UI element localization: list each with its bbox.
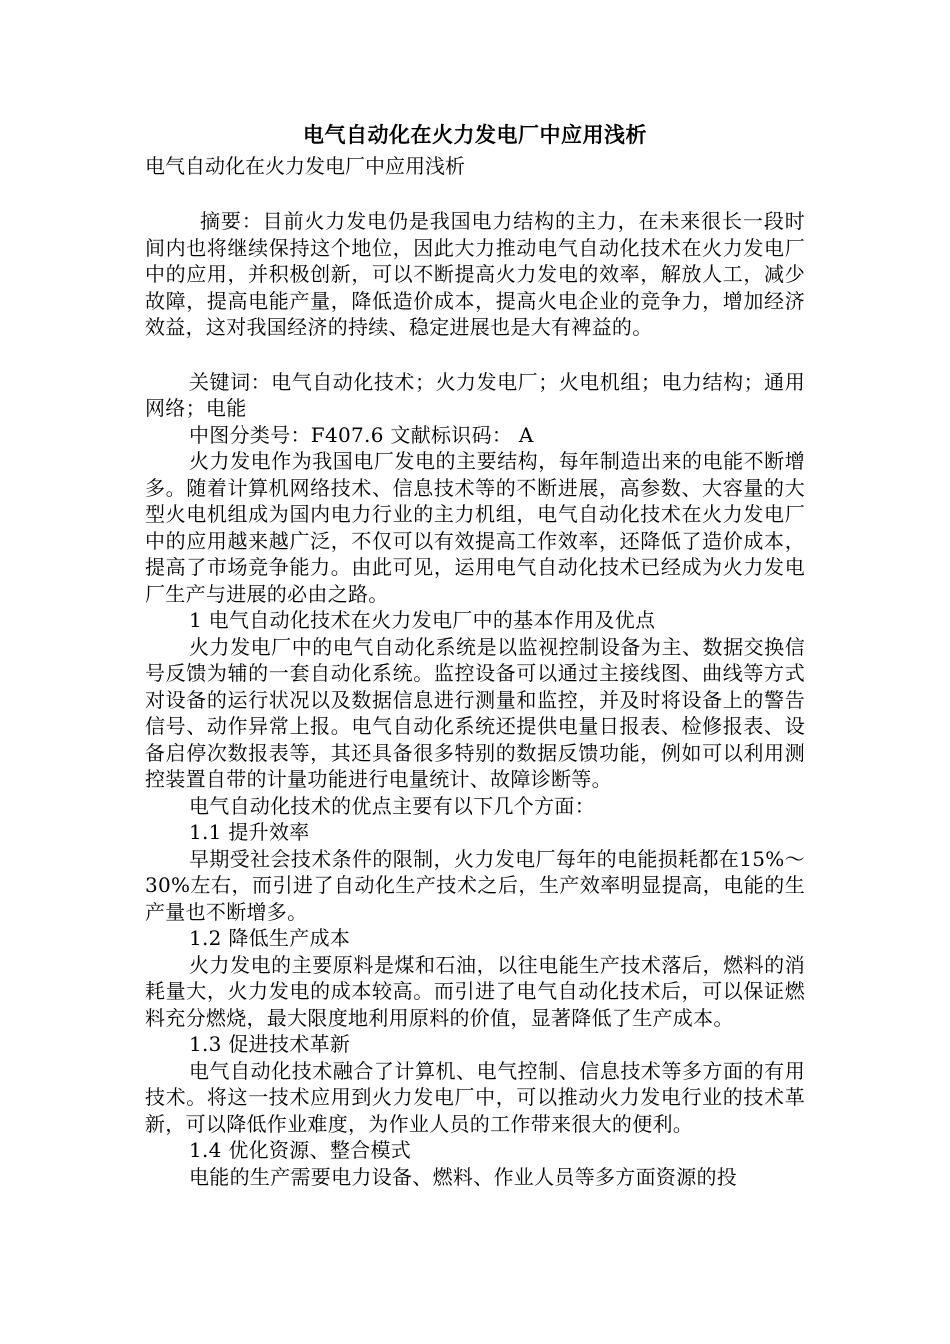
- body-paragraph: 火力发电的主要原料是煤和石油，以往电能生产技术落后，燃料的消耗量大，火力发电的成本较高。而引进了电气自动化技术后，可以保证燃料充分燃烧，最大限度地利用原料的价值，显著降低了生产成本。: [145, 952, 805, 1030]
- section-heading-1: 1 电气自动化技术在火力发电厂中的基本作用及优点: [189, 608, 656, 632]
- body-paragraph: 电能的生产需要电力设备、燃料、作业人员等多方面资源的投: [189, 1164, 738, 1189]
- section-heading-1-4: 1.4 优化资源、整合模式: [189, 1138, 412, 1162]
- intro-paragraph: 火力发电作为我国电厂发电的主要结构，每年制造出来的电能不断增多。随着计算机网络技术、信息技术等的不断进展，高参数、大容量的大型火电机组成为国内电力行业的主力机组，电气自动化技术在火力发电厂中的应用越来越广泛，不仅可以有效提高工作效率，还降低了造价成本，提高了市场竞争能力。由此可见，运用电气自动化技术已经成为火力发电厂生产与进展的必由之路。: [145, 449, 805, 606]
- document-page: [145, 118, 805, 1190]
- section-heading-1-1: 1.1 提升效率: [189, 820, 310, 844]
- classification-line: 中图分类号：F407.6 文献标识码： A: [189, 422, 534, 447]
- blank-line: [145, 341, 805, 369]
- abstract-paragraph: 摘要：目前火力发电仍是我国电力结构的主力，在未来很长一段时间内也将继续保持这个地位，因此大力推动电气自动化技术在火力发电厂中的应用，并积极创新，可以不断提高火力发电的效率，解放人工，减少故障，提高电能产量，降低造价成本，提高火电企业的竞争力，增加经济效益，这对我国经济的持续、稳定进展也是大有裨益的。: [145, 209, 805, 339]
- document-title: 电气自动化在火力发电厂中应用浅析: [303, 123, 647, 147]
- body-paragraph: 火力发电厂中的电气自动化系统是以监视控制设备为主、数据交换信号反馈为辅的一套自动化系统。监控设备可以通过主接线图、曲线等方式对设备的运行状况以及数据信息进行测量和监控，并及时将设备上的警告信号、动作异常上报。电气自动化系统还提供电量日报表、检修报表、设备启停次数报表等，其还具备很多特别的数据反馈功能，例如可以利用测控装置自带的计量功能进行电量统计、故障诊断等。: [145, 634, 805, 791]
- blank-line: [145, 180, 805, 208]
- keywords-line: 关键词：电气自动化技术；火力发电厂；火电机组；电力结构；通用网络；电能: [145, 369, 805, 420]
- body-paragraph: 电气自动化技术融合了计算机、电气控制、信息技术等多方面的有用技术。将这一技术应用到火力发电厂中，可以推动火力发电行业的技术革新，可以降低作业难度，为作业人员的工作带来很大的便利。: [145, 1058, 805, 1136]
- section-heading-1-3: 1.3 促进技术革新: [189, 1032, 351, 1056]
- body-paragraph: 电气自动化技术的优点主要有以下几个方面：: [189, 793, 595, 818]
- section-heading-1-2: 1.2 降低生产成本: [189, 926, 351, 950]
- document-subtitle: 电气自动化在火力发电厂中应用浅析: [145, 154, 465, 178]
- body-paragraph: 早期受社会技术条件的限制，火力发电厂每年的电能损耗都在15%～30%左右，而引进了自动化生产技术之后，生产效率明显提高，电能的生产量也不断增多。: [145, 846, 805, 924]
